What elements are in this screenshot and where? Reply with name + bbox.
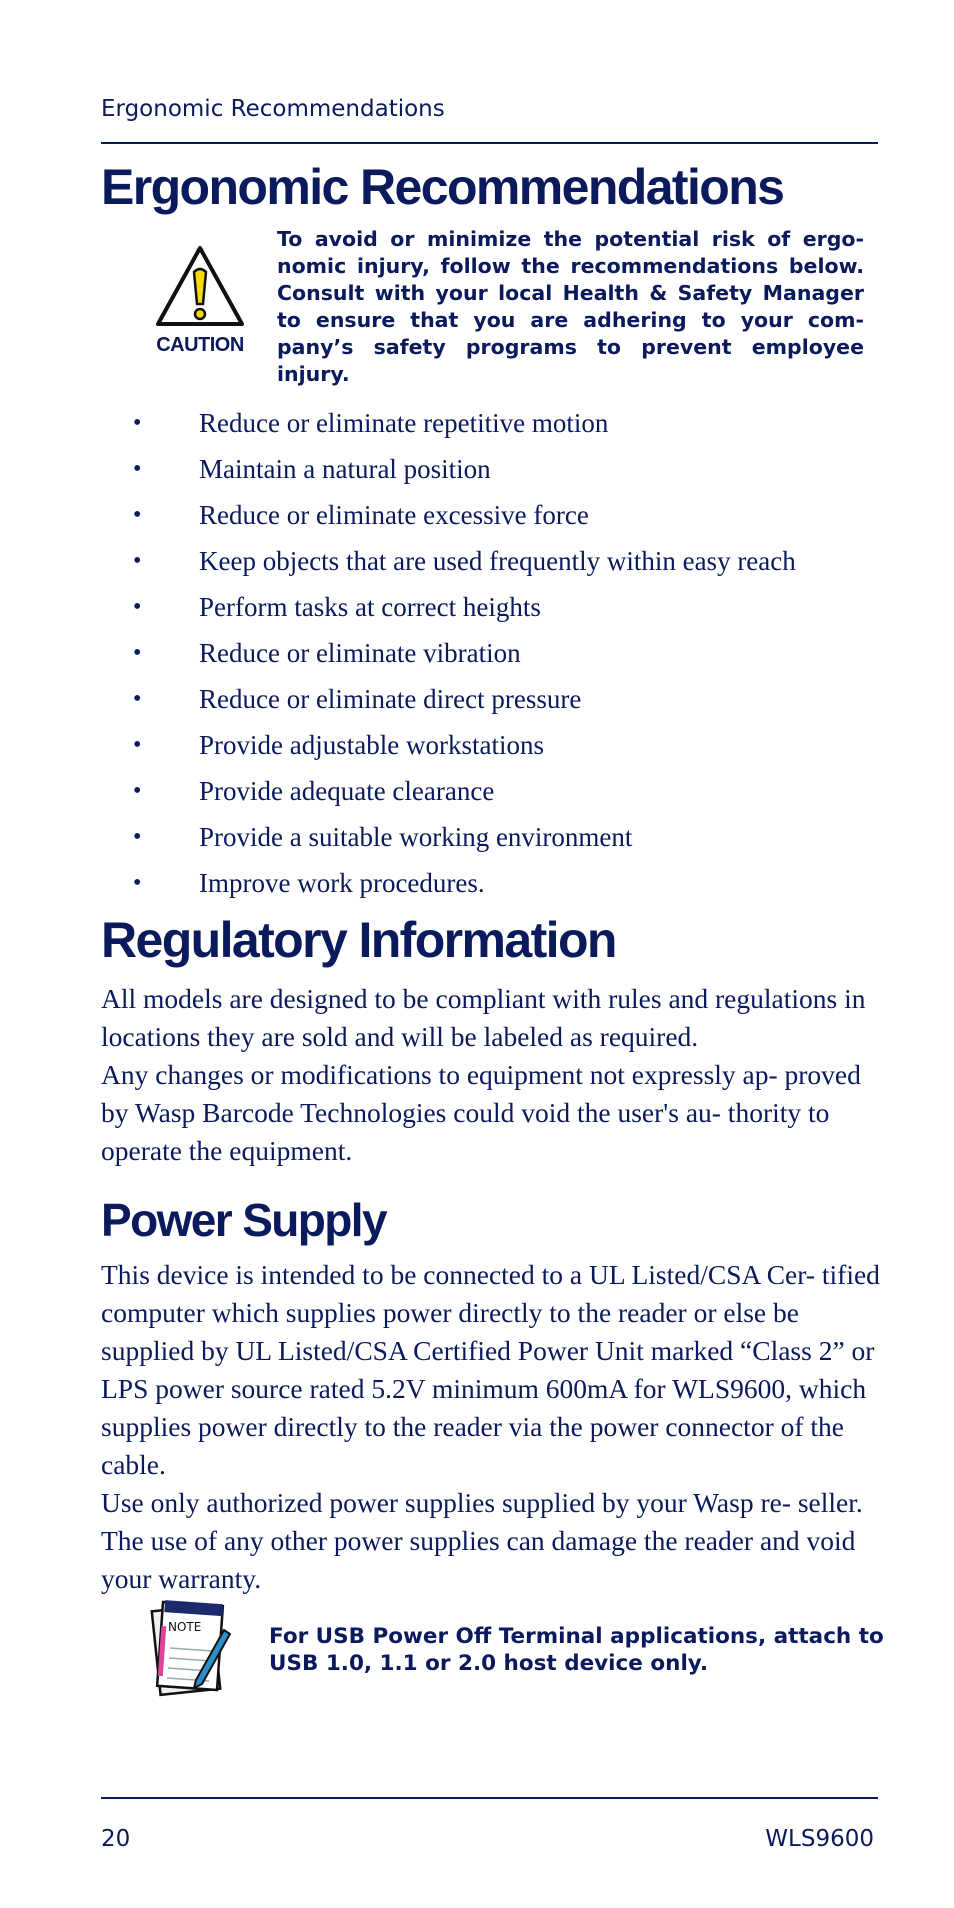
caution-text: To avoid or minimize the potential risk of ergo- nomic injury, follow the recommendations below. Consult with your local Health & Safety Manager to ensure that you are adhering to your com- pany’s safety programs to prevent employee injury. — [277, 227, 864, 386]
model-number: WLS9600 — [765, 1826, 874, 1852]
list-item-text: Maintain a natural position — [199, 454, 491, 484]
list-item — [101, 446, 881, 492]
note-label: NOTE — [168, 1620, 202, 1634]
note-text: For USB Power Off Terminal applications, attach to USB 1.0, 1.1 or 2.0 host device only. — [269, 1624, 884, 1676]
bullet: • — [133, 548, 142, 574]
list-item-text: Provide adjustable workstations — [199, 730, 544, 760]
bullet: • — [133, 870, 142, 896]
list-item-text: Reduce or eliminate vibration — [199, 638, 521, 668]
list-item — [101, 860, 881, 906]
bullet: • — [133, 502, 142, 528]
list-item — [101, 584, 881, 630]
list-item — [101, 722, 881, 768]
regulatory-paragraph-1: All models are designed to be compliant with rules and regulations in locations they are sold and will be labeled as required. — [101, 983, 866, 1052]
running-header: Ergonomic Recommendations — [101, 96, 445, 122]
bullet: • — [133, 410, 142, 436]
list-item-text: Provide adequate clearance — [199, 776, 495, 806]
bullet: • — [133, 686, 142, 712]
warning-triangle-icon — [154, 244, 246, 330]
ergonomic-title: Ergonomic Recommendations — [101, 159, 784, 215]
page-number: 20 — [101, 1826, 131, 1852]
list-item — [101, 814, 881, 860]
regulatory-paragraph-2: Any changes or modifications to equipment not expressly ap- proved by Wasp Barcode Technologies could void the user's au- thority to operate the equipment. — [101, 1059, 861, 1166]
list-item — [101, 400, 881, 446]
list-item — [101, 630, 881, 676]
list-item-text: Reduce or eliminate direct pressure — [199, 684, 582, 714]
list-item — [101, 538, 881, 584]
list-item-text: Improve work procedures. — [199, 868, 485, 898]
footer-rule — [101, 1797, 878, 1799]
list-item-text: Provide a suitable working environment — [199, 822, 633, 852]
caution-label: CAUTION — [156, 334, 244, 356]
note-pad-icon — [148, 1598, 232, 1702]
list-item — [101, 768, 881, 814]
list-item-text: Keep objects that are used frequently within easy reach — [199, 546, 796, 576]
bullet: • — [133, 824, 142, 850]
power-supply-title: Power Supply — [101, 1194, 386, 1246]
list-item — [101, 492, 881, 538]
bullet: • — [133, 456, 142, 482]
power-supply-paragraph-2: Use only authorized power supplies supplied by your Wasp re- seller. The use of any other power supplies can damage the reader and void your warranty. — [101, 1487, 863, 1594]
regulatory-title: Regulatory Information — [101, 912, 616, 968]
list-item-text: Reduce or eliminate repetitive motion — [199, 408, 609, 438]
bullet: • — [133, 732, 142, 758]
bullet: • — [133, 640, 142, 666]
list-item-text: Reduce or eliminate excessive force — [199, 500, 589, 530]
ergonomic-list — [101, 400, 881, 906]
power-supply-paragraph-1: This device is intended to be connected to a UL Listed/CSA Cer- tified computer which supplies power directly to the reader or else be supplied by UL Listed/CSA Certified Power Unit marked “Class 2” or LPS power source rated 5.2V minimum 600mA for WLS9600, which supplies power directly to the reader via the power connector of the cable. — [101, 1259, 880, 1480]
bullet: • — [133, 594, 142, 620]
list-item-text: Perform tasks at correct heights — [199, 592, 541, 622]
list-item — [101, 676, 881, 722]
bullet: • — [133, 778, 142, 804]
caution-block — [150, 244, 250, 357]
header-rule — [101, 142, 878, 144]
